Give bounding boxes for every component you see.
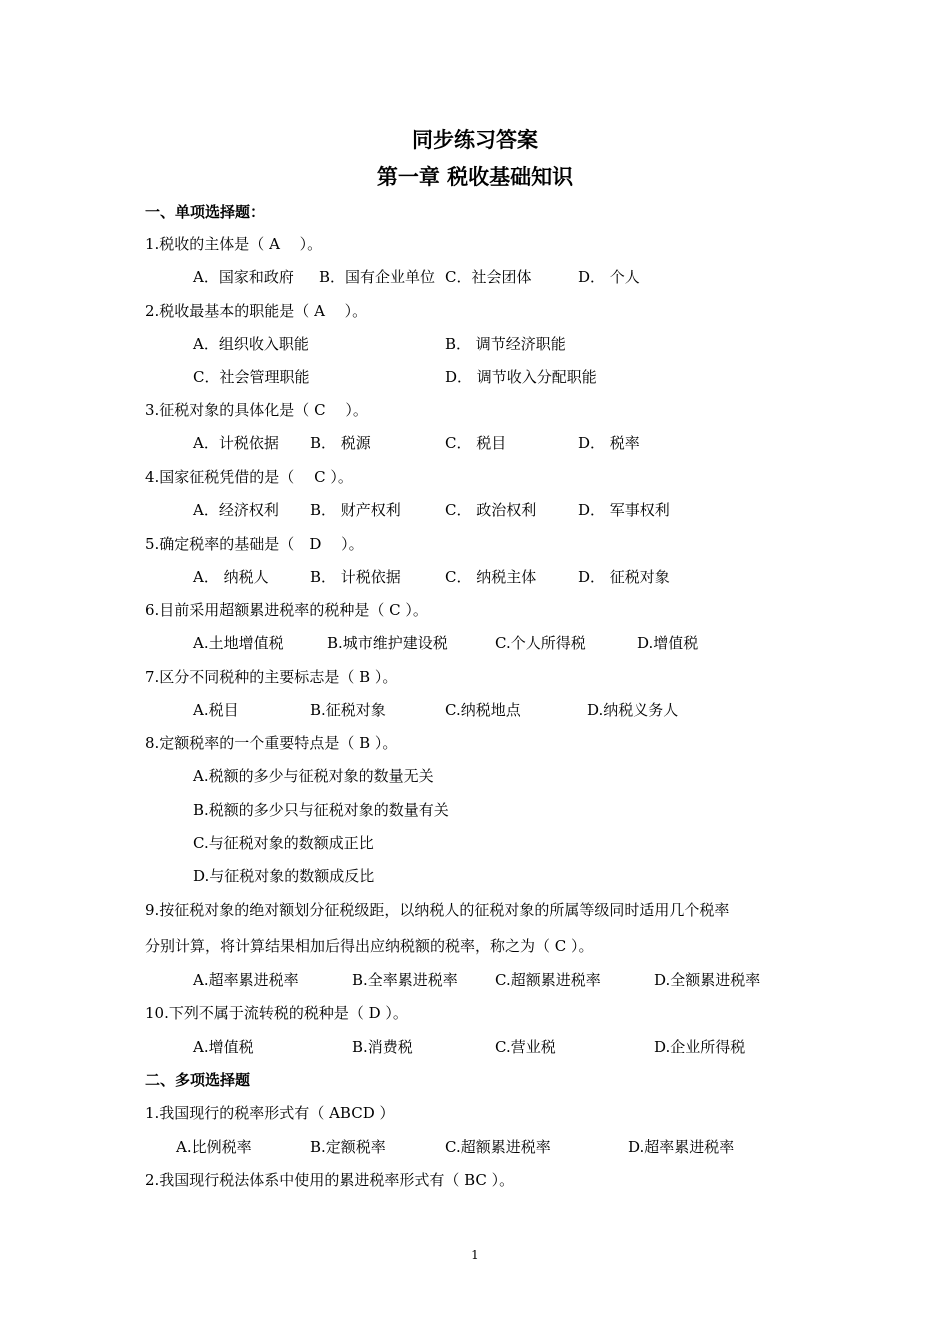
option-b: B.消费税: [352, 1038, 413, 1056]
option-b: B.征税对象: [310, 701, 386, 719]
option-a: A．组织收入职能: [193, 335, 309, 353]
option-a: A． 纳税人: [193, 568, 269, 586]
question-stem: 2.税收最基本的职能是（ A ）。: [145, 302, 368, 320]
option-c: C．社会管理职能: [193, 368, 310, 386]
option-a: A．计税依据: [193, 434, 279, 452]
option-b: B． 计税依据: [310, 568, 401, 586]
option-a: A．经济权利: [193, 501, 279, 519]
option-d: D.纳税义务人: [587, 701, 679, 719]
chapter-title: 第一章 税收基础知识: [376, 165, 574, 189]
question-stem: 7.区分不同税种的主要标志是（ B ）。: [145, 668, 398, 686]
question-stem: 5.确定税率的基础是（ D ）。: [145, 535, 364, 553]
option-b: B.城市维护建设税: [327, 634, 448, 652]
option-a: A.土地增值税: [193, 634, 284, 652]
option-c: C.纳税地点: [445, 701, 521, 719]
option-b: B． 调节经济职能: [445, 335, 566, 353]
option-d: D.增值税: [637, 634, 699, 652]
option-d: D． 调节收入分配职能: [445, 368, 597, 386]
option-a: A.比例税率: [176, 1138, 252, 1156]
option-c: C．社会团体: [445, 268, 532, 286]
section-heading-multiple-choice: 二、多项选择题: [145, 1071, 251, 1089]
option-c: C． 政治权利: [445, 501, 537, 519]
option-a: A.税额的多少与征税对象的数量无关: [193, 767, 434, 785]
section-heading-single-choice: 一、单项选择题：: [145, 203, 266, 221]
option-c: C.超额累进税率: [445, 1138, 551, 1156]
option-c: C． 纳税主体: [445, 568, 537, 586]
option-d: D． 个人: [578, 268, 640, 286]
question-stem: 4.国家征税凭借的是（ C ）。: [145, 468, 353, 486]
question-stem: 10.下列不属于流转税的税种是（ D ）。: [145, 1004, 408, 1022]
option-c: C.个人所得税: [495, 634, 586, 652]
option-b: B.全率累进税率: [352, 971, 458, 989]
question-stem: 6.目前采用超额累进税率的税种是（ C ）。: [145, 601, 428, 619]
option-a: A.税目: [193, 701, 239, 719]
document-title: 同步练习答案: [412, 128, 538, 152]
option-b: B．国有企业单位: [319, 268, 436, 286]
question-stem-continued: 分别计算，将计算结果相加后得出应纳税额的税率，称之为（ C ）。: [145, 937, 594, 955]
option-d: D． 税率: [578, 434, 640, 452]
option-d: D． 征税对象: [578, 568, 670, 586]
option-b: B.定额税率: [310, 1138, 386, 1156]
option-a: A.超率累进税率: [193, 971, 299, 989]
question-stem: 3.征税对象的具体化是（ C ）。: [145, 401, 368, 419]
option-d: D． 军事权利: [578, 501, 670, 519]
option-c: C.超额累进税率: [495, 971, 601, 989]
option-d: D.全额累进税率: [654, 971, 761, 989]
option-d: D.企业所得税: [654, 1038, 746, 1056]
option-c: C． 税目: [445, 434, 507, 452]
question-stem: 2.我国现行税法体系中使用的累进税率形式有（ BC ）。: [145, 1171, 515, 1189]
option-d: D.超率累进税率: [628, 1138, 735, 1156]
option-c: C.与征税对象的数额成正比: [193, 834, 374, 852]
option-b: B． 财产权利: [310, 501, 401, 519]
question-stem: 9.按征税对象的绝对额划分征税级距，以纳税人的征税对象的所属等级同时适用几个税率: [145, 901, 730, 919]
option-c: C.营业税: [495, 1038, 556, 1056]
option-b: B． 税源: [310, 434, 371, 452]
option-b: B.税额的多少只与征税对象的数量有关: [193, 801, 449, 819]
page-number: 1: [471, 1248, 479, 1262]
question-stem: 1.我国现行的税率形式有（ ABCD ）: [145, 1104, 395, 1122]
option-a: A．国家和政府: [193, 268, 294, 286]
question-stem: 1.税收的主体是（ A ）。: [145, 235, 323, 253]
option-d: D.与征税对象的数额成反比: [193, 867, 375, 885]
question-stem: 8.定额税率的一个重要特点是（ B ）。: [145, 734, 398, 752]
option-a: A.增值税: [193, 1038, 254, 1056]
